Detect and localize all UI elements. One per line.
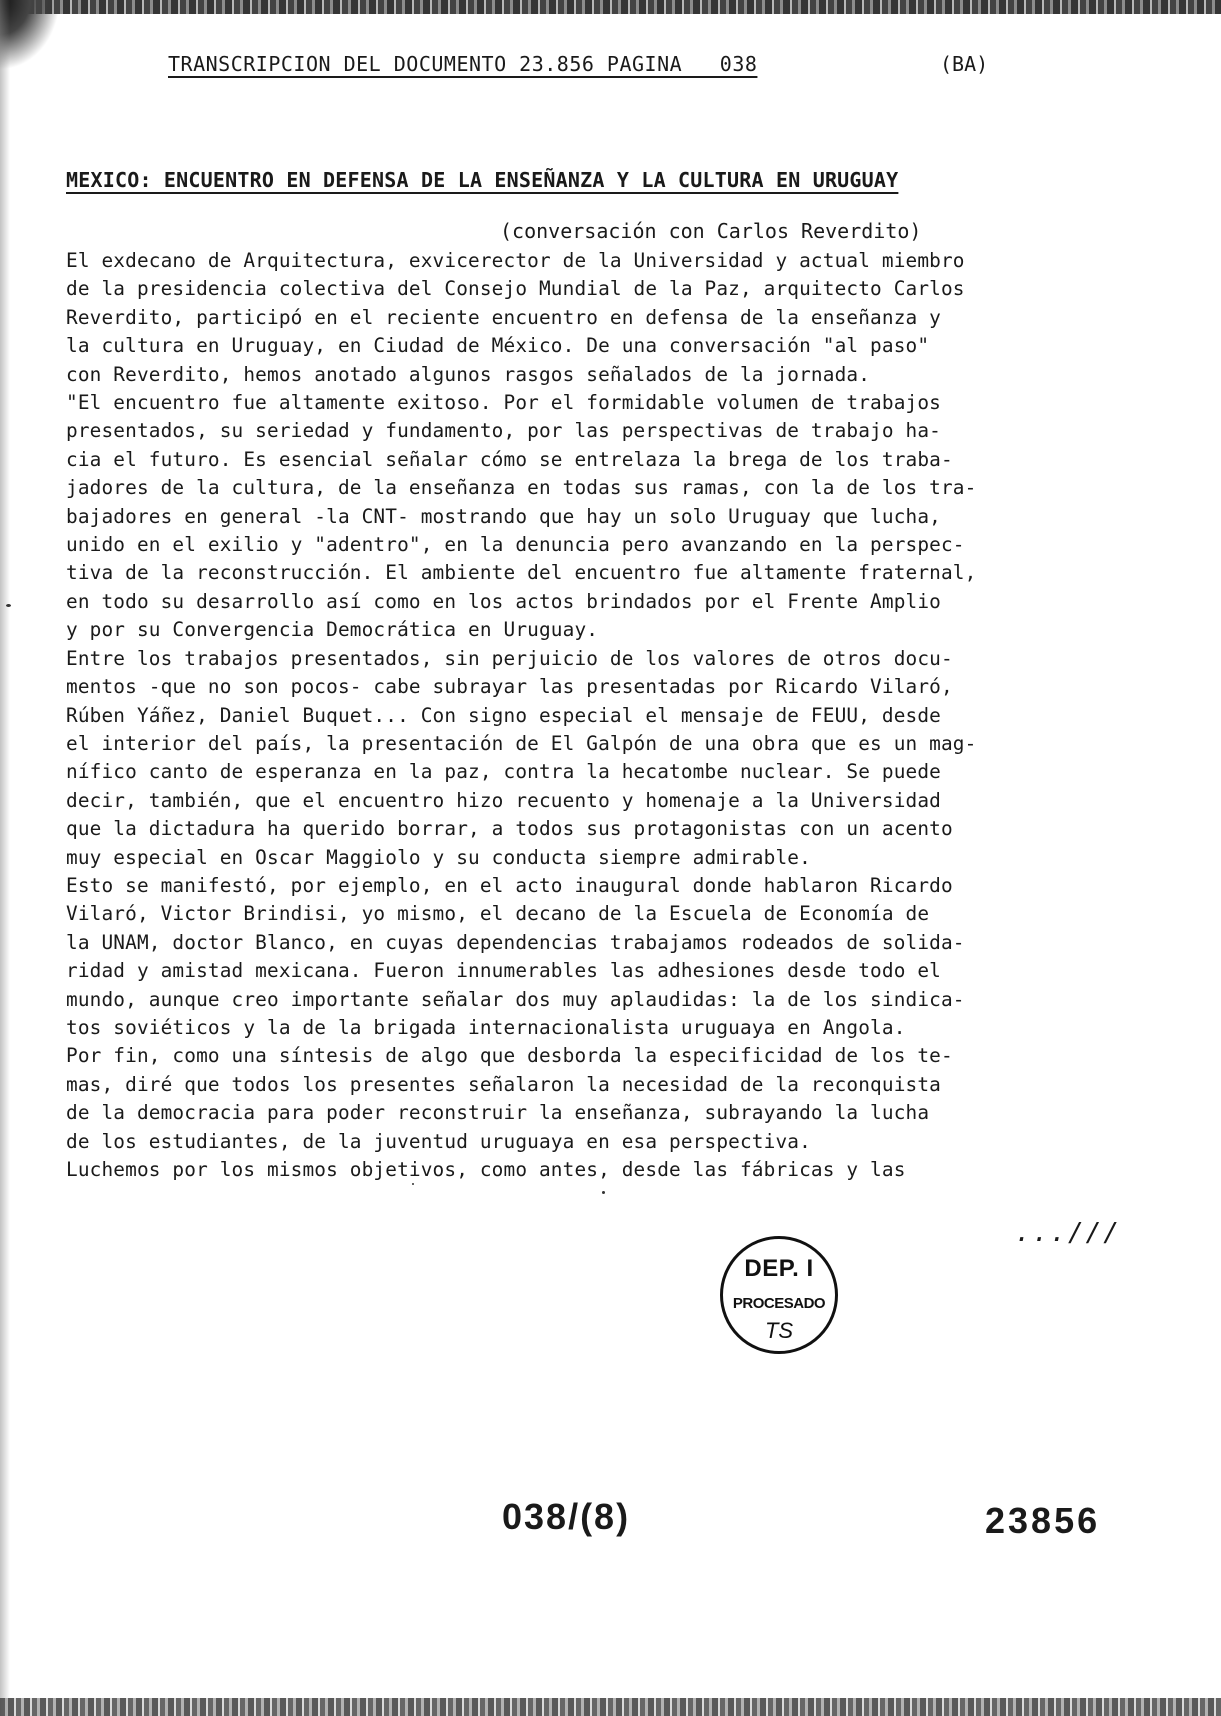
scan-speck xyxy=(602,1191,605,1194)
processed-stamp xyxy=(720,1236,838,1354)
scan-border-top xyxy=(0,0,1221,14)
header-code: (BA) xyxy=(940,52,989,76)
scan-border-left xyxy=(0,0,10,1716)
article-body: El exdecano de Arquitectura, exvicerector de la Universidad y actual miembro de la presidencia colectiva del Consejo Mundial de la Paz, arquitecto Carlos Reverdito, participó en el reciente encuentro en defensa de la enseñanza y la cultura en Uruguay, en Ciudad de México. De una conversación "al paso" con Reverdito, hemos anotado algunos rasgos señalados de la jornada. "El encuentro fue altamente exitoso. Por el formidable volumen de trabajos presentados, su seriedad y fundamento, por las perspectivas de trabajo ha- cia el futuro. Es esencial señalar cómo se entrelaza la brega de los traba- jadores de la cultura, de la enseñanza en todas sus ramas, con la de los tra- bajadores en general -la CNT- mostrando que hay un solo Uruguay que lucha, unido en el exilio y "adentro", en la denuncia pero avanzando en la perspec- tiva de la reconstrucción. El ambiente del encuentro fue altamente fraternal, en todo su desarrollo así como en los actos brindados por el Frente Amplio y por su Convergencia Democrática en Uruguay. Entre los trabajos presentados, sin perjuicio de los valores de otros docu- mentos -que no son pocos- cabe subrayar las presentadas por Ricardo Vilaró, Rúben Yáñez, Daniel Buquet... Con signo especial el mensaje de FEUU, desde el interior del país, la presentación de El Galpón de una obra que es un mag- nífico canto de esperanza en la paz, contra la hecatombe nuclear. Se puede decir, también, que el encuentro hizo recuento y homenaje a la Universidad que la dictadura ha querido borrar, a todos sus protagonistas con un acento muy especial en Oscar Maggiolo y su conducta siempre admirable. Esto se manifestó, por ejemplo, en el acto inaugural donde hablaron Ricardo Vilaró, Victor Brindisi, yo mismo, el decano de la Escuela de Economía de la UNAM, doctor Blanco, en cuyas dependencias trabajamos rodeados de solida- ridad y amistad mexicana. Fueron innumerables las adhesiones desde todo el mundo, aunque creo importante señalar dos muy aplaudidas: la de los sindica- tos soviéticos y la de la brigada internacionalista uruguaya en Angola. Por fin, como una síntesis de algo que desborda la especificidad de los te- mas, diré que todos los presentes señalaron la necesidad de la reconquista de la democracia para poder reconstruir la enseñanza, subrayando la lucha de los estudiantes, de la juventud uruguaya en esa perspectiva. Luchemos por los mismos objetivos, como antes, desde las fábricas y las xyxy=(66,249,977,1181)
article-subtitle: (conversación con Carlos Reverdito) xyxy=(500,219,922,243)
page-folio: 038/(8) xyxy=(502,1496,631,1537)
stamp-department: DEP. I xyxy=(744,1255,814,1282)
continuation-mark: .../// xyxy=(1015,1218,1121,1248)
document-number: 23856 xyxy=(985,1500,1101,1541)
stamp-initials: TS xyxy=(764,1318,794,1343)
article-title: MEXICO: ENCUENTRO EN DEFENSA DE LA ENSEÑANZA Y LA CULTURA EN URUGUAY xyxy=(66,168,899,192)
stamp-status: PROCESADO xyxy=(732,1295,826,1312)
transcription-header: TRANSCRIPCION DEL DOCUMENTO 23.856 PAGINA 038 xyxy=(168,52,758,76)
scan-border-bottom xyxy=(0,1698,1221,1716)
scan-speck xyxy=(412,1183,414,1185)
scan-speck xyxy=(6,604,11,607)
